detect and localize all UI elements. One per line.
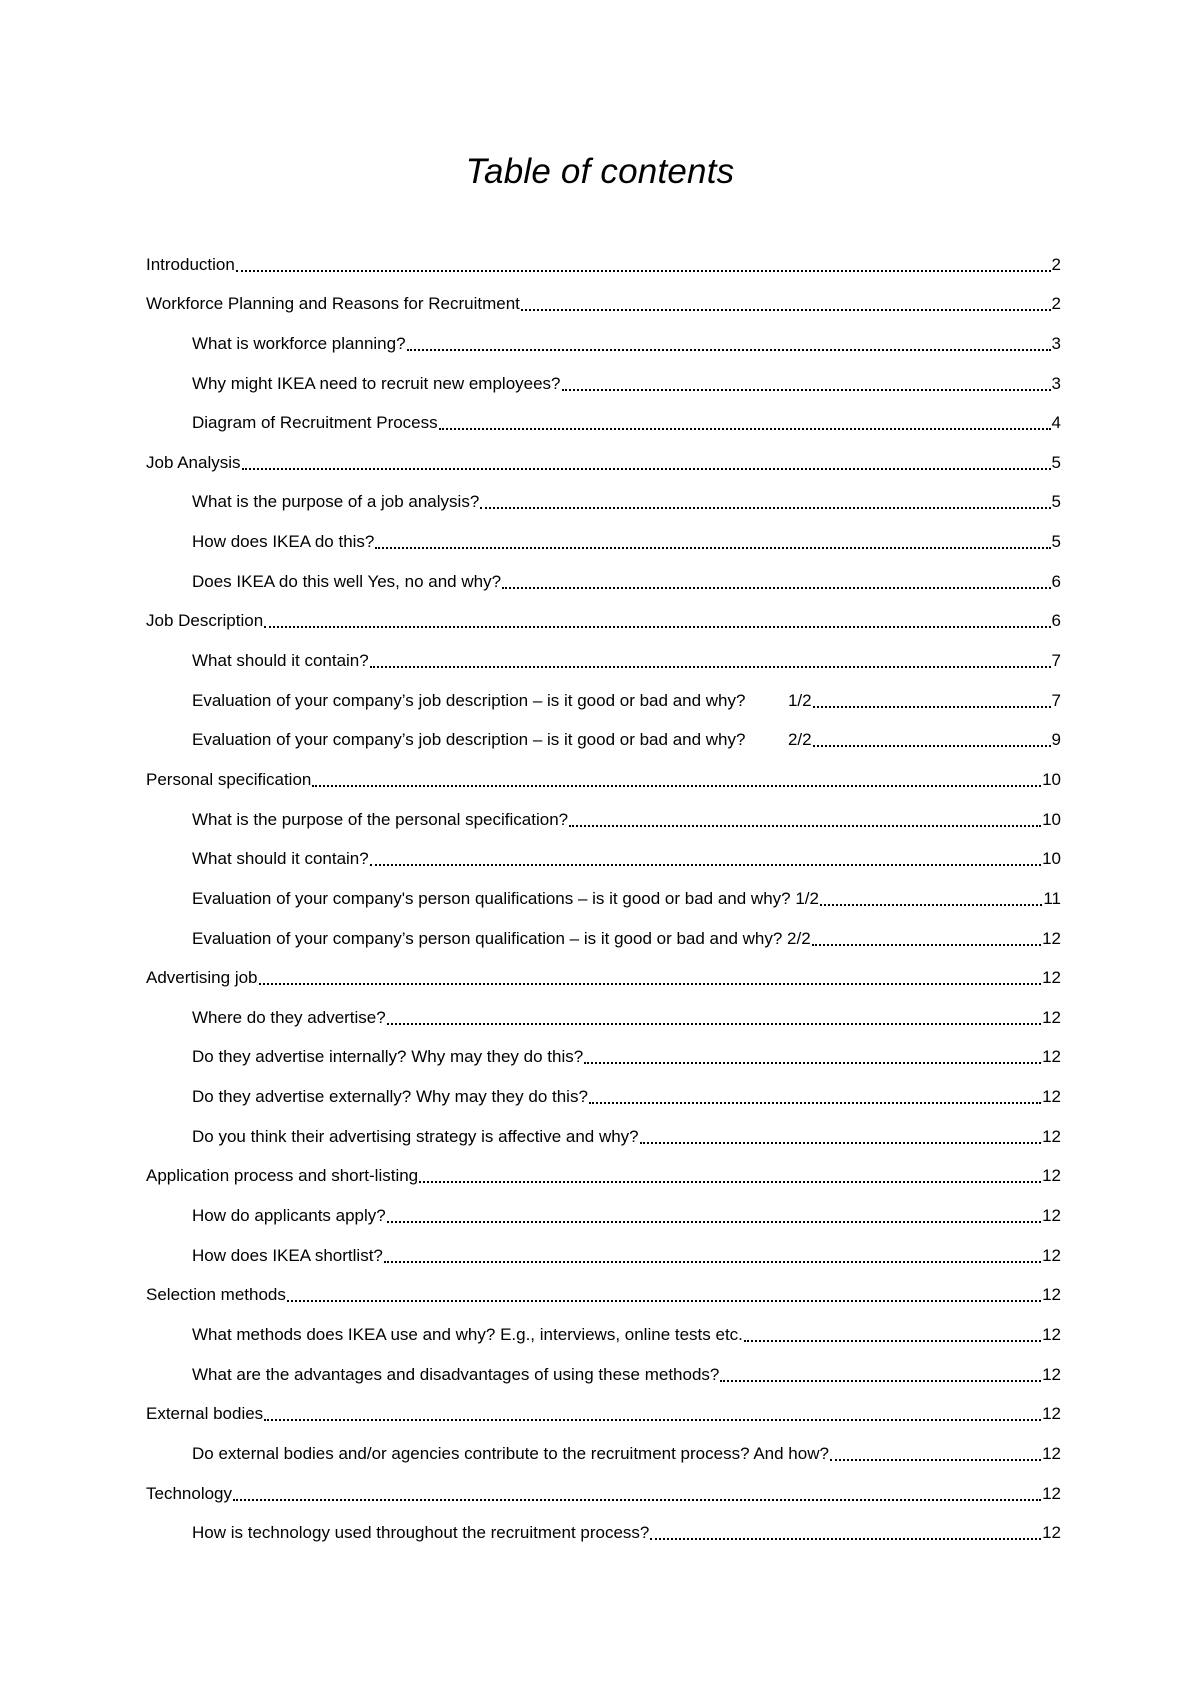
toc-page-number: 12 [1042, 1523, 1061, 1543]
toc-subsection-entry[interactable] [146, 1001, 1061, 1041]
toc-page-number: 3 [1051, 373, 1061, 393]
toc-page-number: 12 [1042, 1245, 1061, 1265]
toc-page-number: 5 [1051, 452, 1061, 472]
page-title: Table of contents [465, 152, 735, 191]
dot-leader [744, 1340, 1041, 1342]
toc-page-number: 11 [1043, 888, 1061, 908]
toc-subsection-entry[interactable] [146, 882, 1061, 922]
toc-entry-title: Do they advertise externally? Why may they do this? [192, 1087, 588, 1107]
toc-subsection-entry[interactable] [146, 1318, 1061, 1358]
dot-leader [370, 864, 1041, 866]
toc-entry-title: Evaluation of your company’s job description – is it good or bad and why? 2/2 [192, 730, 812, 750]
dot-leader [569, 825, 1041, 827]
toc-entry-title: Where do they advertise? [192, 1007, 386, 1027]
dot-leader [370, 666, 1051, 668]
toc-subsection-entry[interactable] [146, 1041, 1061, 1081]
toc-subsection-entry[interactable] [146, 922, 1061, 962]
toc-page-number: 12 [1042, 1047, 1061, 1067]
toc-page-number: 12 [1042, 1324, 1061, 1344]
dot-leader [287, 1300, 1041, 1302]
toc-subsection-entry[interactable] [146, 1199, 1061, 1239]
toc-section-entry[interactable] [146, 962, 1061, 1002]
dot-leader [384, 1261, 1041, 1263]
toc-subsection-entry[interactable] [146, 684, 1061, 724]
dot-leader [562, 389, 1051, 391]
toc-page-number: 4 [1051, 413, 1061, 433]
toc-subsection-entry[interactable] [146, 486, 1061, 526]
toc-entry-title: Advertising job [146, 968, 258, 988]
toc-entry-title: Selection methods [146, 1285, 286, 1305]
toc-section-entry[interactable] [146, 1398, 1061, 1438]
dot-leader [419, 1181, 1041, 1183]
toc-subsection-entry[interactable] [146, 407, 1061, 447]
toc-page-number: 12 [1042, 1404, 1061, 1424]
toc-page-number: 12 [1042, 1126, 1061, 1146]
toc-page-number: 12 [1042, 1443, 1061, 1463]
dot-leader [480, 507, 1050, 509]
dot-leader [502, 587, 1051, 589]
toc-entry-title: Job Description [146, 611, 264, 631]
toc-page-number: 6 [1051, 571, 1061, 591]
toc-page-number: 7 [1051, 690, 1061, 710]
toc-subsection-entry[interactable] [146, 724, 1061, 764]
toc-subsection-entry[interactable] [146, 1517, 1061, 1557]
table-of-contents [146, 248, 1061, 1556]
dot-leader [242, 468, 1051, 470]
dot-leader [387, 1023, 1041, 1025]
toc-page-number: 7 [1051, 651, 1061, 671]
toc-entry-title: Do external bodies and/or agencies contribute to the recruitment process? And how? [192, 1443, 829, 1463]
toc-subsection-entry[interactable] [146, 644, 1061, 684]
toc-page-number: 12 [1042, 1483, 1061, 1503]
dot-leader [312, 785, 1041, 787]
toc-page-number: 12 [1042, 1166, 1061, 1186]
toc-entry-title: How does IKEA do this? [192, 532, 375, 552]
toc-section-entry[interactable] [146, 1279, 1061, 1319]
toc-section-entry[interactable] [146, 248, 1061, 288]
toc-entry-title: What should it contain? [192, 849, 369, 869]
toc-entry-title: What are the advantages and disadvantages of using these methods? [192, 1364, 720, 1384]
dot-leader [233, 1499, 1041, 1501]
toc-entry-title: Application process and short-listing [146, 1166, 419, 1186]
toc-entry-title: Do you think their advertising strategy is affective and why? [192, 1126, 639, 1146]
toc-entry-title: What is the purpose of a job analysis? [192, 492, 480, 512]
toc-section-entry[interactable] [146, 288, 1061, 328]
toc-entry-title: Evaluation of your company's person qualifications – is it good or bad and why? 1/2 [192, 888, 819, 908]
dot-leader [812, 944, 1041, 946]
toc-entry-title: What methods does IKEA use and why? E.g., interviews, online tests etc. [192, 1324, 743, 1344]
toc-page-number: 9 [1051, 730, 1061, 750]
toc-entry-title: How does IKEA shortlist? [192, 1245, 383, 1265]
toc-page-number: 3 [1051, 333, 1061, 353]
toc-entry-title: Workforce Planning and Reasons for Recruitment [146, 294, 520, 314]
toc-page-number: 2 [1051, 254, 1061, 274]
toc-entry-title: Technology [146, 1483, 233, 1503]
toc-page-number: 10 [1042, 849, 1061, 869]
toc-entry-title: What is the purpose of the personal specification? [192, 809, 569, 829]
dot-leader [236, 270, 1051, 272]
toc-subsection-entry[interactable] [146, 843, 1061, 883]
toc-page-number: 10 [1042, 769, 1061, 789]
toc-page-number: 10 [1042, 809, 1061, 829]
toc-page-number: 2 [1051, 294, 1061, 314]
toc-subsection-entry[interactable] [146, 525, 1061, 565]
dot-leader [264, 1419, 1041, 1421]
toc-page-number: 12 [1042, 1087, 1061, 1107]
toc-entry-title: Does IKEA do this well Yes, no and why? [192, 571, 502, 591]
toc-subsection-entry[interactable] [146, 1437, 1061, 1477]
dot-leader [820, 904, 1042, 906]
dot-leader [813, 745, 1051, 747]
toc-page-number: 12 [1042, 1007, 1061, 1027]
toc-page-number: 5 [1051, 492, 1061, 512]
toc-subsection-entry[interactable] [146, 1120, 1061, 1160]
toc-subsection-entry[interactable] [146, 803, 1061, 843]
dot-leader [259, 983, 1042, 985]
toc-entry-title: Why might IKEA need to recruit new employees? [192, 373, 561, 393]
dot-leader [407, 349, 1051, 351]
toc-section-entry[interactable] [146, 763, 1061, 803]
dot-leader [640, 1142, 1041, 1144]
dot-leader [387, 1221, 1041, 1223]
toc-section-entry[interactable] [146, 1160, 1061, 1200]
toc-entry-title: Introduction [146, 254, 235, 274]
toc-page-number: 12 [1042, 1364, 1061, 1384]
dot-leader [650, 1538, 1041, 1540]
dot-leader [584, 1062, 1041, 1064]
dot-leader [264, 626, 1050, 628]
toc-entry-title: Evaluation of your company’s job description – is it good or bad and why? 1/2 [192, 690, 812, 710]
toc-entry-title: Job Analysis [146, 452, 241, 472]
dot-leader [589, 1102, 1041, 1104]
toc-entry-title: External bodies [146, 1404, 264, 1424]
toc-page-number: 6 [1051, 611, 1061, 631]
toc-subsection-entry[interactable] [146, 565, 1061, 605]
dot-leader [720, 1380, 1041, 1382]
toc-subsection-entry[interactable] [146, 1358, 1061, 1398]
dot-leader [830, 1459, 1041, 1461]
dot-leader [521, 309, 1051, 311]
toc-page-number: 12 [1042, 968, 1061, 988]
dot-leader [813, 706, 1051, 708]
dot-leader [439, 428, 1051, 430]
toc-entry-title: Do they advertise internally? Why may they do this? [192, 1047, 584, 1067]
toc-section-entry[interactable] [146, 1477, 1061, 1517]
toc-page-number: 12 [1042, 928, 1061, 948]
toc-page-number: 12 [1042, 1206, 1061, 1226]
dot-leader [375, 547, 1050, 549]
toc-page-number: 12 [1042, 1285, 1061, 1305]
toc-subsection-entry[interactable] [146, 1239, 1061, 1279]
toc-section-entry[interactable] [146, 605, 1061, 645]
toc-section-entry[interactable] [146, 446, 1061, 486]
toc-subsection-entry[interactable] [146, 327, 1061, 367]
toc-entry-title: Personal specification [146, 769, 312, 789]
toc-entry-title: What should it contain? [192, 651, 369, 671]
toc-page-number: 5 [1051, 532, 1061, 552]
toc-subsection-entry[interactable] [146, 1080, 1061, 1120]
toc-entry-title: Diagram of Recruitment Process [192, 413, 438, 433]
toc-entry-title: What is workforce planning? [192, 333, 406, 353]
toc-subsection-entry[interactable] [146, 367, 1061, 407]
toc-entry-title: Evaluation of your company’s person qualification – is it good or bad and why? 2/2 [192, 928, 811, 948]
toc-entry-title: How do applicants apply? [192, 1206, 386, 1226]
toc-entry-title: How is technology used throughout the recruitment process? [192, 1523, 650, 1543]
